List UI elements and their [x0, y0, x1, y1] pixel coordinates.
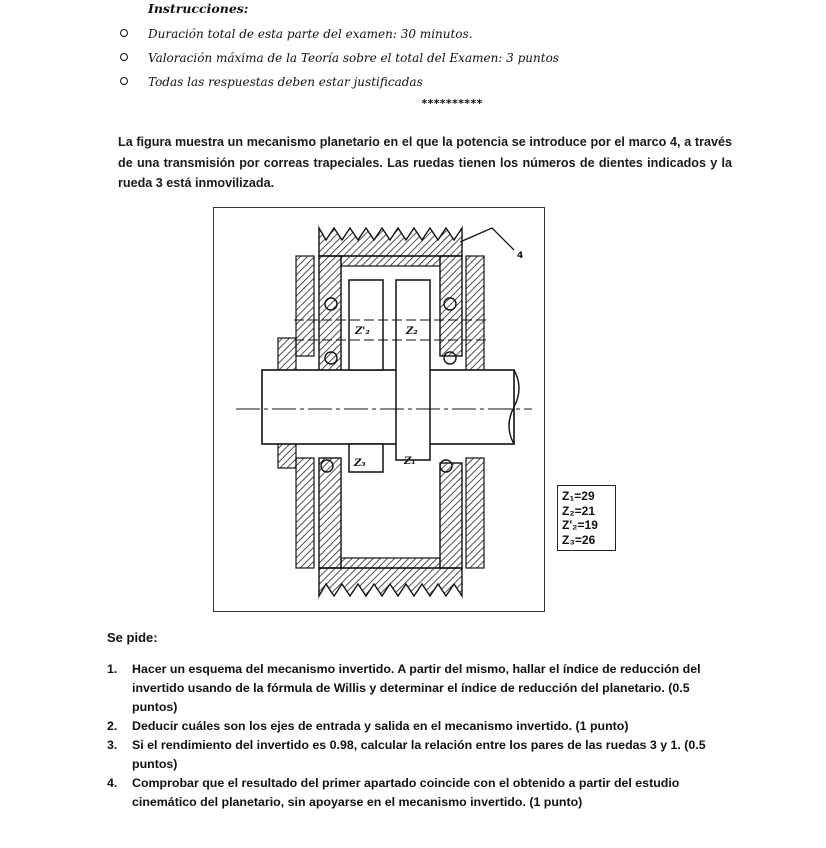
- se-pide-heading: Se pide:: [107, 630, 158, 645]
- pulley-grooves-bottom: [319, 568, 462, 596]
- question-item: 4. Comprobar que el resultado del primer apartado coincide con el obtenido a partir del estudio cinemático del planetario, sin apoyarse en el mecanismo invertido. (1 punto): [107, 776, 680, 809]
- frame-left-wall-bottom: [319, 458, 341, 568]
- frame-left-wall-top: [319, 256, 341, 371]
- instruction-item: Duración total de esta parte del examen: 30 minutos.: [120, 26, 559, 50]
- side-plate-right-top: [466, 256, 484, 371]
- frame-inner-bottom: [341, 558, 440, 568]
- instruction-item: Todas las respuestas deben estar justificadas: [120, 74, 559, 98]
- teeth-row: Z₁=29: [562, 489, 595, 503]
- planetary-mechanism-drawing: [214, 208, 544, 611]
- question-item: 1. Hacer un esquema del mecanismo invertido. A partir del mismo, hallar el índice de reducción del invertido usando de la fórmula de Willis y determinar el índice de reducción del planetario. (0.5 puntos): [107, 662, 701, 714]
- planet-gear-z2: [396, 280, 430, 460]
- intro-paragraph: La figura muestra un mecanismo planetario en el que la potencia se introduce por el marco 4, a través de una transmisión por correas trapeciales. Las ruedas tienen los números de dientes indicados y la rueda 3 está inmovilizada.: [118, 135, 732, 190]
- frame-right-wall-top: [440, 256, 462, 356]
- gear-label-z2: Z₂: [406, 326, 418, 337]
- teeth-row: Z'₂=19: [562, 518, 598, 532]
- pulley-grooves-top: [319, 228, 462, 256]
- main-shaft: [262, 370, 514, 444]
- mechanism-figure: [213, 207, 545, 612]
- separator-stars: **********: [421, 97, 483, 110]
- bullet-circle-icon: [120, 77, 128, 85]
- frame-label: 4: [517, 251, 524, 261]
- instruction-item: Valoración máxima de la Teoría sobre el total del Examen: 3 puntos: [120, 50, 559, 74]
- side-plate-left-top: [296, 256, 314, 356]
- question-item: 2. Deducir cuáles son los ejes de entrada y salida en el mecanismo invertido. (1 punto): [107, 719, 629, 733]
- planet-gear-z2-prime: [349, 280, 383, 370]
- side-plate-left-bottom: [296, 458, 314, 568]
- frame-right-wall-bottom: [440, 463, 462, 568]
- gear-label-z3: Z₃: [354, 458, 366, 469]
- side-plate-right-bottom: [466, 458, 484, 568]
- questions-list: [107, 660, 727, 812]
- gear-label-z2-prime: Z'₂: [355, 326, 370, 337]
- teeth-count-box: [557, 485, 616, 551]
- gear-label-z1: Z₁: [404, 456, 416, 467]
- teeth-row: Z₂=21: [562, 503, 596, 518]
- teeth-row: Z₃=26: [562, 532, 596, 547]
- frame-inner-top: [341, 256, 440, 266]
- frame-leader-line: [460, 228, 514, 250]
- question-item: 3. Si el rendimiento del invertido es 0.98, calcular la relación entre los pares de las ruedas 3 y 1. (0.5 puntos): [107, 738, 706, 771]
- bullet-circle-icon: [120, 53, 128, 61]
- instructions-list: [120, 26, 559, 98]
- bullet-circle-icon: [120, 29, 128, 37]
- instructions-title: Instrucciones:: [148, 1, 249, 16]
